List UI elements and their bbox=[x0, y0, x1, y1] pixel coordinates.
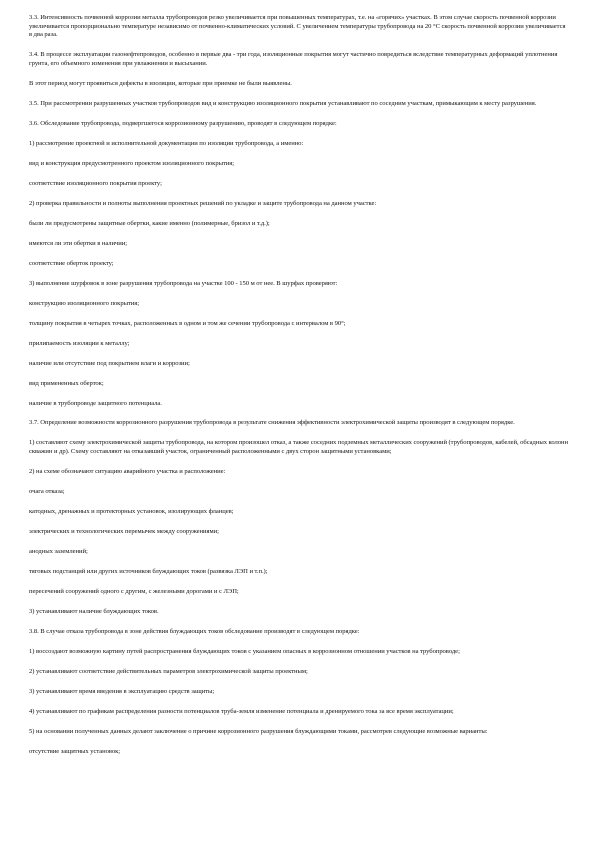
list-item-3-6-3: 3) выполнение шурфовок в зоне разрушения трубопровода на участке 100 - 150 м от нее. В шурфах проверяют: bbox=[29, 279, 338, 287]
paragraph-3-8: 3.8. В случае отказа трубопровода в зоне действия блуждающих токов обследование производят в следующем порядке: bbox=[29, 627, 360, 635]
paragraph-3-4: 3.4. В процессе эксплуатации газонефтепроводов, особенно в первые два - три года, изоляционные покрытия могут частично повредиться вследствие температурных деформаций уплотнения грунта, его объемного изменения при увлажнении и высыхании. bbox=[29, 51, 558, 67]
list-item-3-7-2b: катодных, дренажных и протекторных установок, изолирующих фланцев; bbox=[29, 508, 234, 516]
list-item-3-7-2a: очага отказа; bbox=[29, 488, 65, 496]
list-item-3-6-2: 2) проверка правильности и полноты выполнения проектных решений по укладке и защите трубопровода на данном участке: bbox=[29, 199, 377, 207]
list-item-3-6-1b: соответствие изоляционного покрытия проекту; bbox=[29, 179, 162, 187]
list-item-3-6-3c: прилипаемость изоляции к металлу; bbox=[29, 339, 130, 347]
list-item-3-6-3b: толщину покрытия в четырех точках, расположенных в одном и том же сечении трубопровода с интервалом в 90°; bbox=[29, 319, 346, 327]
list-item-3-6-3d: наличие или отсутствие под покрытием влаги и коррозии; bbox=[29, 359, 190, 367]
list-item-3-6-1: 1) рассмотрение проектной и исполнительной документации по изоляции трубопровода, а именно: bbox=[29, 139, 304, 147]
list-item-3-8-5a: отсутствие защитных установок; bbox=[29, 747, 121, 755]
list-item-3-7-3: 3) устанавливают наличие блуждающих токов. bbox=[29, 607, 159, 615]
list-item-3-7-2e: тяговых подстанций или других источников блуждающих токов (развязка ЛЭП и т.п.); bbox=[29, 567, 268, 575]
paragraph-3-5: 3.5. При рассмотрении разрушенных участков трубопроводов вид и конструкцию изоляционного покрытия устанавливают по соседним участкам, примыкающим к месту разрушения. bbox=[29, 99, 537, 107]
list-item-3-8-5: 5) на основании полученных данных делают заключение о причине коррозионного разрушения блуждающими токами, рассмотрев следующие возможные варианты: bbox=[29, 727, 488, 735]
list-item-3-7-2d: анодных заземлений; bbox=[29, 547, 88, 555]
paragraph-defects-note: В этот период могут проявиться дефекты в изоляции, которые при приемке не были выявлены. bbox=[29, 79, 292, 87]
list-item-3-7-1: 1) составляют схему электрохимической защиты трубопровода, на котором произошел отказ, а также соседних подземных металлических сооружений (трубопроводов, кабелей, обсадных колонн скважин и др). Схему составляют на отказавший участок, ограниченный расположенными с двух сторон защитными установками; bbox=[29, 439, 568, 456]
paragraph-3-7: 3.7. Определение возможности коррозионного разрушения трубопровода в результате снижения эффективности электрохимической защиты производят в следующем порядке. bbox=[29, 419, 515, 427]
paragraph-3-6: 3.6. Обследование трубопровода, подвергшегося коррозионному разрушению, проводят в следующем порядке: bbox=[29, 119, 337, 127]
list-item-3-7-2f: пересечений сооружений одного с другим, с железными дорогами и с ЛЭП; bbox=[29, 587, 239, 595]
list-item-3-8-2: 2) устанавливают соответствие действительных параметров электрохимической защиты проектным; bbox=[29, 667, 308, 675]
list-item-3-6-1a: вид и конструкция предусмотренного проектом изоляционного покрытия; bbox=[29, 159, 235, 167]
list-item-3-7-2: 2) на схеме обозначают ситуацию аварийного участка и расположение: bbox=[29, 468, 226, 476]
list-item-3-6-2b: имеются ли эти обертки в наличии; bbox=[29, 239, 128, 247]
list-item-3-6-3f: наличие в трубопроводе защитного потенциала. bbox=[29, 399, 162, 407]
list-item-3-8-1: 1) воссоздают возможную картину путей распространения блуждающих токов с указанием опасных в коррозионном отношении участков на трубопроводе; bbox=[29, 647, 460, 655]
list-item-3-6-2a: были ли предусмотрены защитные обертки, какие именно (полимерные, бризол и т.д.); bbox=[29, 219, 270, 227]
list-item-3-6-3e: вид примененных оберток; bbox=[29, 379, 104, 387]
list-item-3-7-2c: электрических и технологических перемычек между сооружениями; bbox=[29, 528, 219, 535]
list-item-3-8-4: 4) устанавливают по графикам распределения разности потенциалов труба-земля изменение потенциала и дренируемого тока за все время эксплуатации; bbox=[29, 707, 454, 715]
document-page bbox=[29, 14, 569, 768]
list-item-3-6-2c: соответствие оберток проекту; bbox=[29, 259, 114, 267]
list-item-3-6-3a: конструкцию изоляционного покрытия; bbox=[29, 299, 140, 307]
list-item-3-8-3: 3) устанавливают время введения в эксплуатацию средств защиты; bbox=[29, 687, 215, 695]
paragraph-3-3: 3.3. Интенсивность почвенной коррозии металла трубопроводов резко увеличивается при повышенных температурах, т.е. на «горячих» участках. В этом случае скорость почвенной коррозии увеличивается пропорционально температуре независимо от почвенно-климатических условий. С увеличением температуры трубопровода на 20 °С скорость почвенной коррозии увеличивается в два раза. bbox=[29, 14, 566, 39]
